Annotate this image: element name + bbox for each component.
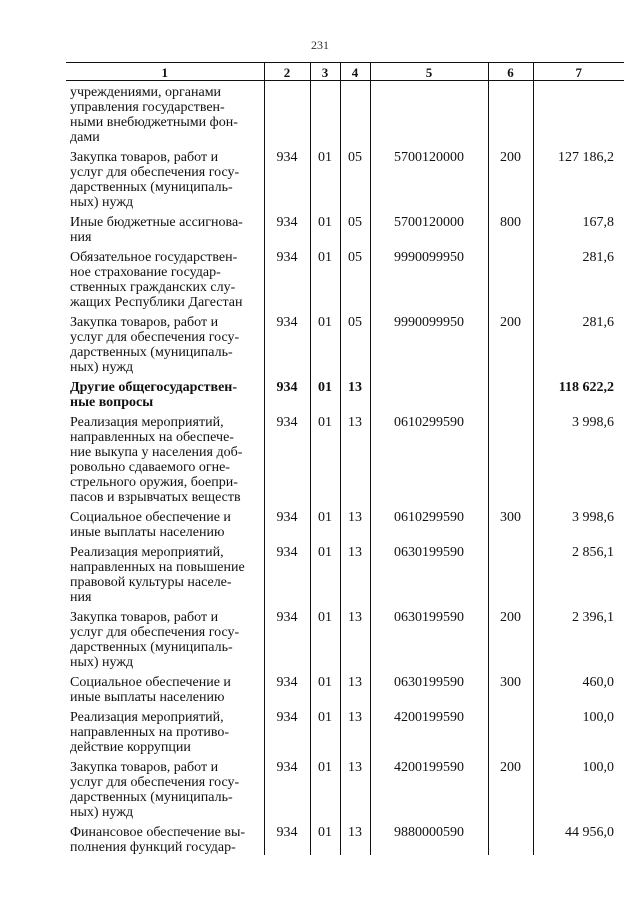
table-row <box>66 310 624 375</box>
item-name-cell <box>66 670 264 705</box>
item-name-line: ных) нужд <box>70 805 134 820</box>
item-name-line: Реализация мероприятий, <box>70 710 224 725</box>
amount-cell: 127 186,2 <box>533 145 624 210</box>
expense-type-cell <box>488 705 533 755</box>
item-name-line: направленных на повышение <box>70 560 245 575</box>
item-name-line: ных) нужд <box>70 360 134 375</box>
item-name-line: пасов и взрывчатых веществ <box>70 490 241 505</box>
amount-cell: 118 622,2 <box>533 375 624 410</box>
item-name-cell <box>66 755 264 820</box>
ministry-code-cell: 934 <box>264 820 310 855</box>
target-article-cell: 0610299590 <box>370 410 488 505</box>
item-name-line: полнения функций государ- <box>70 840 236 855</box>
target-article-cell: 0630199590 <box>370 540 488 605</box>
item-name-line: жащих Республики Дагестан <box>70 295 243 310</box>
item-name-line: Закупка товаров, работ и <box>70 150 219 165</box>
table-row <box>66 505 624 540</box>
ministry-code-cell: 934 <box>264 755 310 820</box>
section-code-cell: 01 <box>310 505 340 540</box>
ministry-code-cell: 934 <box>264 670 310 705</box>
target-article-cell: 9880000590 <box>370 820 488 855</box>
expense-type-cell: 200 <box>488 310 533 375</box>
ministry-code-cell: 934 <box>264 310 310 375</box>
budget-table <box>66 62 624 855</box>
item-name-line: Социальное обеспечение и <box>70 510 231 525</box>
item-name-line: иные выплаты населению <box>70 525 225 540</box>
subsection-code-cell: 05 <box>340 210 370 245</box>
section-code-cell: 01 <box>310 375 340 410</box>
item-name-line: управления государствен- <box>70 100 225 115</box>
target-article-cell: 0630199590 <box>370 605 488 670</box>
expense-type-cell: 200 <box>488 145 533 210</box>
ministry-code-cell <box>264 81 310 146</box>
expense-type-cell: 800 <box>488 210 533 245</box>
item-name-cell <box>66 310 264 375</box>
subsection-code-cell: 13 <box>340 540 370 605</box>
ministry-code-cell: 934 <box>264 705 310 755</box>
subsection-code-cell: 13 <box>340 820 370 855</box>
subsection-code-cell: 13 <box>340 375 370 410</box>
item-name-line: иные выплаты населению <box>70 690 225 705</box>
subsection-code-cell: 13 <box>340 505 370 540</box>
item-name-line: ния <box>70 230 92 245</box>
amount-cell: 3 998,6 <box>533 410 624 505</box>
item-name-line: ния <box>70 590 92 605</box>
item-name-cell <box>66 375 264 410</box>
target-article-cell: 0610299590 <box>370 505 488 540</box>
target-article-cell <box>370 81 488 146</box>
subsection-code-cell: 13 <box>340 410 370 505</box>
item-name-line: дарственных (муниципаль- <box>70 345 233 360</box>
item-name-line: ных) нужд <box>70 655 134 670</box>
item-name-line: ные вопросы <box>70 395 154 410</box>
target-article-cell: 9990099950 <box>370 310 488 375</box>
item-name-cell <box>66 210 264 245</box>
target-article-cell: 4200199590 <box>370 755 488 820</box>
item-name-line: услуг для обеспечения госу- <box>70 775 240 790</box>
amount-cell <box>533 81 624 146</box>
item-name-line: действие коррупции <box>70 740 191 755</box>
item-name-line: Закупка товаров, работ и <box>70 610 219 625</box>
column-header-7: 7 <box>533 63 624 81</box>
item-name-line: ных) нужд <box>70 195 134 210</box>
table-row <box>66 410 624 505</box>
ministry-code-cell: 934 <box>264 245 310 310</box>
item-name-cell <box>66 605 264 670</box>
item-name-line: Закупка товаров, работ и <box>70 760 219 775</box>
table-row <box>66 820 624 855</box>
subsection-code-cell: 05 <box>340 310 370 375</box>
ministry-code-cell: 934 <box>264 410 310 505</box>
target-article-cell: 5700120000 <box>370 145 488 210</box>
item-name-line: Закупка товаров, работ и <box>70 315 219 330</box>
subsection-code-cell <box>340 81 370 146</box>
amount-cell: 3 998,6 <box>533 505 624 540</box>
item-name-line: Другие общегосударствен- <box>70 380 238 395</box>
item-name-line: дарственных (муниципаль- <box>70 180 233 195</box>
page-number: 231 <box>311 38 329 52</box>
ministry-code-cell: 934 <box>264 540 310 605</box>
item-name-line: дарственных (муниципаль- <box>70 640 233 655</box>
expense-type-cell <box>488 410 533 505</box>
item-name-cell <box>66 145 264 210</box>
item-name-line: направленных на противо- <box>70 725 230 740</box>
column-header-6: 6 <box>488 63 533 81</box>
expense-type-cell <box>488 540 533 605</box>
subsection-code-cell: 05 <box>340 245 370 310</box>
item-name-line: правовой культуры населе- <box>70 575 232 590</box>
target-article-cell: 9990099950 <box>370 245 488 310</box>
section-code-cell: 01 <box>310 605 340 670</box>
item-name-cell <box>66 410 264 505</box>
item-name-line: учреждениями, органами <box>70 85 222 100</box>
item-name-line: дарственных (муниципаль- <box>70 790 233 805</box>
item-name-line: Реализация мероприятий, <box>70 415 224 430</box>
subsection-code-cell: 05 <box>340 145 370 210</box>
expense-type-cell <box>488 375 533 410</box>
section-code-cell: 01 <box>310 145 340 210</box>
expense-type-cell <box>488 81 533 146</box>
table-header-row <box>66 63 624 81</box>
section-code-cell <box>310 81 340 146</box>
item-name-line: Реализация мероприятий, <box>70 545 224 560</box>
subsection-code-cell: 13 <box>340 705 370 755</box>
amount-cell: 100,0 <box>533 755 624 820</box>
amount-cell: 460,0 <box>533 670 624 705</box>
target-article-cell: 4200199590 <box>370 705 488 755</box>
column-header-4: 4 <box>340 63 370 81</box>
section-code-cell: 01 <box>310 245 340 310</box>
subsection-code-cell: 13 <box>340 605 370 670</box>
table-row <box>66 605 624 670</box>
table-row <box>66 375 624 410</box>
target-article-cell <box>370 375 488 410</box>
section-code-cell: 01 <box>310 755 340 820</box>
section-code-cell: 01 <box>310 310 340 375</box>
table-row <box>66 670 624 705</box>
table-row <box>66 755 624 820</box>
section-code-cell: 01 <box>310 410 340 505</box>
amount-cell: 2 396,1 <box>533 605 624 670</box>
subsection-code-cell: 13 <box>340 755 370 820</box>
item-name-line: услуг для обеспечения госу- <box>70 330 240 345</box>
column-header-2: 2 <box>264 63 310 81</box>
item-name-line: стрельного оружия, боепри- <box>70 475 238 490</box>
ministry-code-cell: 934 <box>264 375 310 410</box>
ministry-code-cell: 934 <box>264 210 310 245</box>
column-header-5: 5 <box>370 63 488 81</box>
amount-cell: 2 856,1 <box>533 540 624 605</box>
subsection-code-cell: 13 <box>340 670 370 705</box>
column-header-1: 1 <box>66 63 264 81</box>
item-name-line: Иные бюджетные ассигнова- <box>70 215 243 230</box>
table-row <box>66 540 624 605</box>
amount-cell: 281,6 <box>533 245 624 310</box>
section-code-cell: 01 <box>310 670 340 705</box>
section-code-cell: 01 <box>310 210 340 245</box>
section-code-cell: 01 <box>310 705 340 755</box>
item-name-line: услуг для обеспечения госу- <box>70 165 240 180</box>
expense-type-cell: 200 <box>488 755 533 820</box>
item-name-line: ние выкупа у населения доб- <box>70 445 243 460</box>
table-row <box>66 81 624 146</box>
ministry-code-cell: 934 <box>264 505 310 540</box>
ministry-code-cell: 934 <box>264 605 310 670</box>
target-article-cell: 5700120000 <box>370 210 488 245</box>
expense-type-cell: 300 <box>488 505 533 540</box>
item-name-line: ными внебюджетными фон- <box>70 115 238 130</box>
table-row <box>66 245 624 310</box>
item-name-cell <box>66 505 264 540</box>
amount-cell: 44 956,0 <box>533 820 624 855</box>
amount-cell: 167,8 <box>533 210 624 245</box>
table-body <box>66 81 624 856</box>
item-name-line: направленных на обеспече- <box>70 430 234 445</box>
column-header-3: 3 <box>310 63 340 81</box>
item-name-line: ственных гражданских слу- <box>70 280 236 295</box>
item-name-cell <box>66 540 264 605</box>
item-name-line: Обязательное государствен- <box>70 250 238 265</box>
item-name-line: ное страхование государ- <box>70 265 221 280</box>
table-row <box>66 210 624 245</box>
item-name-cell <box>66 820 264 855</box>
expense-type-cell: 300 <box>488 670 533 705</box>
item-name-line: Социальное обеспечение и <box>70 675 231 690</box>
item-name-line: услуг для обеспечения госу- <box>70 625 240 640</box>
item-name-line: Финансовое обеспечение вы- <box>70 825 246 840</box>
amount-cell: 281,6 <box>533 310 624 375</box>
section-code-cell: 01 <box>310 540 340 605</box>
item-name-line: ровольно сдаваемого огне- <box>70 460 230 475</box>
item-name-line: дами <box>70 130 100 145</box>
expense-type-cell: 200 <box>488 605 533 670</box>
item-name-cell <box>66 245 264 310</box>
expense-type-cell <box>488 245 533 310</box>
ministry-code-cell: 934 <box>264 145 310 210</box>
target-article-cell: 0630199590 <box>370 670 488 705</box>
item-name-cell <box>66 705 264 755</box>
amount-cell: 100,0 <box>533 705 624 755</box>
table-row <box>66 705 624 755</box>
item-name-cell <box>66 81 264 146</box>
section-code-cell: 01 <box>310 820 340 855</box>
table-row <box>66 145 624 210</box>
expense-type-cell <box>488 820 533 855</box>
